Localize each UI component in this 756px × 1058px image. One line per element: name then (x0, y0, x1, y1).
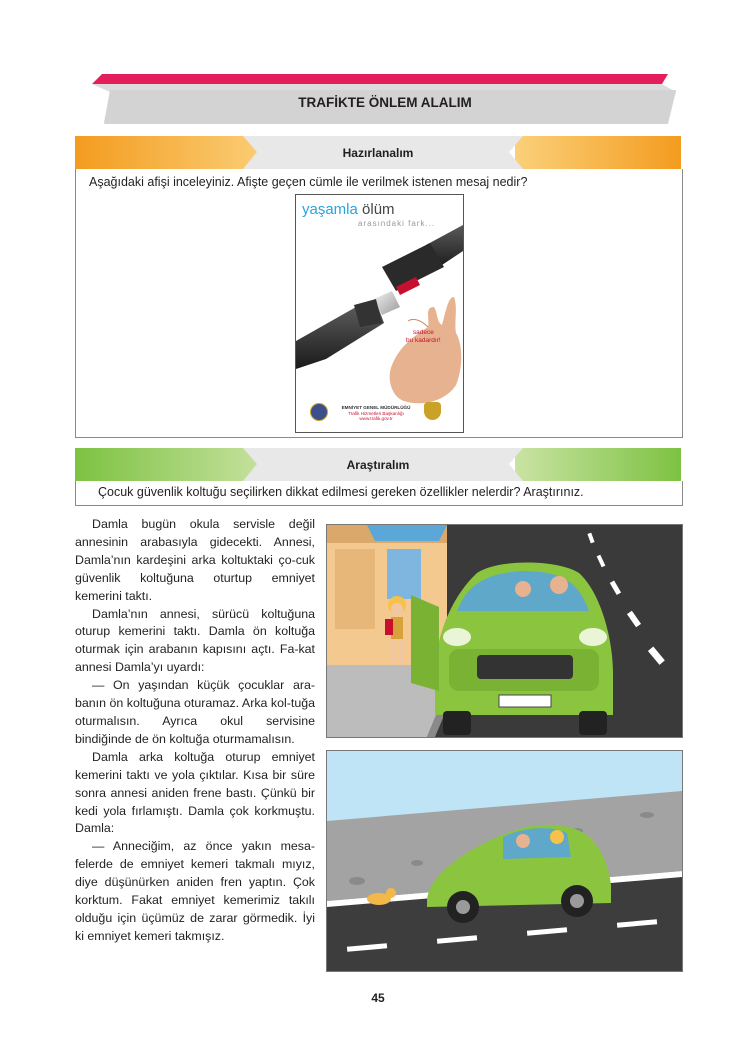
section-heading: Hazırlanalım (342, 146, 414, 160)
story-paragraph: Damla bugün okula servisle değil annesinin arabasıyla gidecekti. Annesi, Damla’nın kardeşini arka koltuktaki ço-cuk güvenlik koltuğuna oturtup emniyet kemerini taktı. (75, 517, 315, 603)
poster-footer (330, 405, 422, 422)
story-paragraph: Damla arka koltuğa oturup emniyet kemerini taktı ve yola çıktılar. Kısa bir süre sonra annesi aniden frene bastı. Çünkü bir kedi yola fırlamıştı. Damla çok korkmuştu. Damla: (75, 749, 315, 836)
poster-word-yasamla: yaşamla (302, 201, 358, 218)
poster-word-olum: ölüm (362, 201, 395, 218)
poster-side-line2: bu kadardır! (406, 337, 441, 344)
section-heading: Araştıralım (346, 458, 410, 472)
section-box-hazirlanalim (75, 169, 683, 438)
police-emblem-icon (310, 403, 328, 421)
page-number: 45 (371, 991, 385, 1005)
poster-side-line1: sadece (412, 329, 434, 336)
seatbelt-poster (295, 194, 464, 433)
illustration-parked-car (326, 524, 683, 738)
section-box-arastiralim (75, 481, 683, 506)
parked-car-scene (327, 525, 682, 737)
poster-footer-line1: EMNİYET GENEL MÜDÜRLÜĞÜ (341, 405, 411, 410)
illustration-braking-car (326, 750, 683, 972)
story-paragraph: Damla’nın annesi, sürücü koltuğuna oturup kemerini taktı. Damla ön koltuğa oturmak için arabanın kapısını açtı. Fa-kat annesi Damla’yı uyardı: (75, 606, 315, 675)
poster-side-text (406, 329, 441, 345)
poster-subtitle: arasındaki fark... (358, 219, 436, 228)
section-header-hazirlanalim (75, 136, 681, 169)
page-title: TRAFİKTE ÖNLEM ALALIM (298, 95, 472, 110)
braking-car-scene (327, 751, 682, 971)
section-prompt: Çocuk güvenlik koltuğu seçilirken dikkat edilmesi gereken özellikler nelerdir? Araştırınız. (98, 485, 584, 499)
story-paragraph: — On yaşından küçük çocuklar ara-banın ön koltuğuna oturamaz. Arka kol-tuğa oturmalısın. Ayrıca okul servisine bindiğinde de ön koltuğa oturmamalısın. (75, 678, 315, 746)
story-paragraph: — Anneciğim, az önce yakın mesa-felerde de emniyet kemeri takmalı mıyız, diye düşünürken aniden fren yaptın. Çok korktum. Fakat emniyet kemerimiz takılı olduğu için üçümüz de zarar görmedik. İyi ki emniyet kemeri takmışız. (75, 839, 315, 943)
title-banner (80, 70, 690, 132)
seatbelt-illustration (296, 195, 463, 432)
traffic-badge-icon (424, 402, 441, 420)
section-header-arastiralim (75, 448, 681, 481)
section-prompt: Aşağıdaki afişi inceleyiniz. Afişte geçen cümle ile verilmek istenen mesaj nedir? (89, 175, 528, 189)
story-text (75, 516, 315, 946)
poster-footer-line2: Trafik Hizmetleri Başkanlığı (348, 410, 404, 416)
poster-footer-line3: www.trafik.gov.tr (359, 416, 393, 422)
